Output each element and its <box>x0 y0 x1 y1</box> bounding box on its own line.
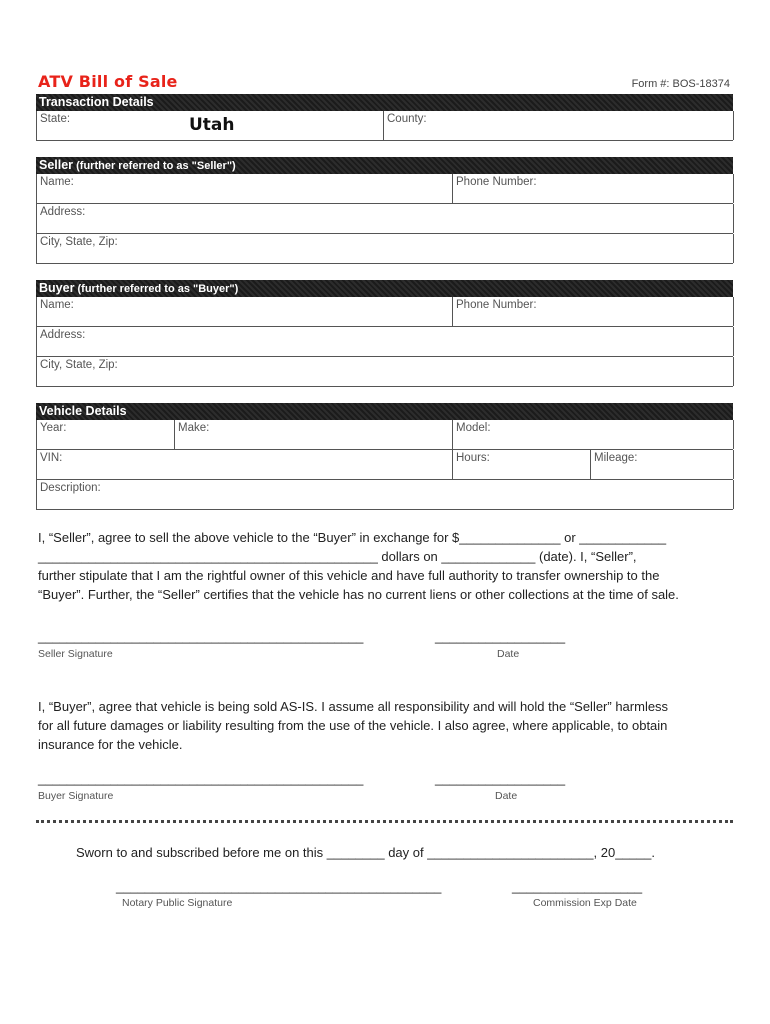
seller-statement-line-1: I, “Seller”, agree to sell the above vehicle to the “Buyer” in exchange for $______________ or ____________ <box>38 530 667 545</box>
mileage-field[interactable] <box>591 450 734 479</box>
buyer-city-label: City, State, Zip: <box>40 359 118 371</box>
year-field[interactable] <box>37 420 175 449</box>
make-field[interactable] <box>175 420 453 449</box>
buyer-signature-label: Buyer Signature <box>38 790 114 802</box>
buyer-row-address <box>37 327 733 357</box>
seller-heading-text: Seller <box>39 158 74 172</box>
seller-phone-label: Phone Number: <box>456 176 537 188</box>
buyer-signature-line[interactable]: _____________________________________________ <box>38 771 364 786</box>
buyer-grid <box>36 297 733 387</box>
seller-phone-field[interactable] <box>453 174 734 203</box>
notary-separator <box>36 820 733 823</box>
seller-date-line[interactable]: __________________ <box>435 629 566 644</box>
seller-grid <box>36 174 733 264</box>
buyer-heading-text: Buyer <box>39 281 75 295</box>
notary-sworn-text: Sworn to and subscribed before me on this ________ day of _______________________, 20_____. <box>76 845 655 860</box>
vin-field[interactable] <box>37 450 453 479</box>
buyer-address-field[interactable] <box>37 327 734 356</box>
buyer-statement-line-1: I, “Buyer”, agree that vehicle is being sold AS-IS. I assume all responsibility and will hold the “Seller” harmless <box>38 699 669 714</box>
document-title: ATV Bill of Sale <box>38 72 178 91</box>
buyer-name-field[interactable] <box>37 297 453 326</box>
seller-address-label: Address: <box>40 206 86 218</box>
vehicle-row-2 <box>37 450 733 480</box>
transaction-row <box>37 111 733 141</box>
vehicle-heading-text: Vehicle Details <box>39 404 127 418</box>
transaction-heading-text: Transaction Details <box>39 95 154 109</box>
buyer-row-city <box>37 357 733 387</box>
notary-signature-label: Notary Public Signature <box>122 897 233 909</box>
transaction-details-heading <box>36 94 733 111</box>
hours-label: Hours: <box>456 452 490 464</box>
notary-signature-line[interactable]: _____________________________________________ <box>116 879 442 894</box>
form-number: Form #: BOS-18374 <box>631 78 730 90</box>
seller-statement-line-4: “Buyer”. Further, the “Seller” certifies that the vehicle has no current liens or other collections at the time of sale. <box>38 587 679 602</box>
buyer-statement <box>38 697 732 754</box>
vehicle-details-heading <box>36 403 733 420</box>
seller-row-address <box>37 204 733 234</box>
buyer-name-label: Name: <box>40 299 74 311</box>
commission-date-label: Commission Exp Date <box>533 897 637 909</box>
buyer-statement-line-2: for all future damages or liability resulting from the use of the vehicle. I also agree, where applicable, to obtain <box>38 718 668 733</box>
county-label: County: <box>387 113 427 125</box>
seller-statement-line-2: _______________________________________________ dollars on _____________ (date). I, “Seller”, <box>38 549 637 564</box>
vehicle-row-1 <box>37 420 733 450</box>
seller-statement-line-3: further stipulate that I am the rightful owner of this vehicle and have full authority to transfer ownership to the <box>38 568 660 583</box>
buyer-address-label: Address: <box>40 329 86 341</box>
buyer-row-name <box>37 297 733 327</box>
buyer-city-field[interactable] <box>37 357 734 386</box>
state-value: Utah <box>189 115 235 135</box>
county-field[interactable] <box>384 111 734 140</box>
year-label: Year: <box>40 422 67 434</box>
seller-signature-label: Seller Signature <box>38 648 113 660</box>
mileage-label: Mileage: <box>594 452 638 464</box>
seller-name-label: Name: <box>40 176 74 188</box>
seller-city-label: City, State, Zip: <box>40 236 118 248</box>
seller-name-field[interactable] <box>37 174 453 203</box>
buyer-phone-label: Phone Number: <box>456 299 537 311</box>
buyer-phone-field[interactable] <box>453 297 734 326</box>
seller-city-field[interactable] <box>37 234 734 263</box>
state-field[interactable] <box>37 111 384 140</box>
vehicle-row-3 <box>37 480 733 510</box>
buyer-date-label: Date <box>495 790 518 802</box>
vehicle-grid <box>36 420 733 510</box>
seller-statement <box>38 528 732 604</box>
seller-date-label: Date <box>497 648 520 660</box>
transaction-details-grid <box>36 111 733 141</box>
seller-row-city <box>37 234 733 264</box>
make-label: Make: <box>178 422 210 434</box>
description-label: Description: <box>40 482 101 494</box>
hours-field[interactable] <box>453 450 591 479</box>
state-label: State: <box>40 113 71 125</box>
seller-signature-line[interactable]: _____________________________________________ <box>38 629 364 644</box>
commission-date-line[interactable]: __________________ <box>512 879 643 894</box>
seller-row-name <box>37 174 733 204</box>
buyer-date-line[interactable]: __________________ <box>435 771 566 786</box>
model-field[interactable] <box>453 420 734 449</box>
vin-label: VIN: <box>40 452 63 464</box>
seller-heading-sub: (further referred to as "Seller") <box>73 160 236 172</box>
buyer-statement-line-3: insurance for the vehicle. <box>38 737 183 752</box>
seller-heading <box>36 157 733 174</box>
model-label: Model: <box>456 422 491 434</box>
description-field[interactable] <box>37 480 734 509</box>
buyer-heading <box>36 280 733 297</box>
seller-address-field[interactable] <box>37 204 734 233</box>
buyer-heading-sub: (further referred to as "Buyer") <box>74 283 239 295</box>
